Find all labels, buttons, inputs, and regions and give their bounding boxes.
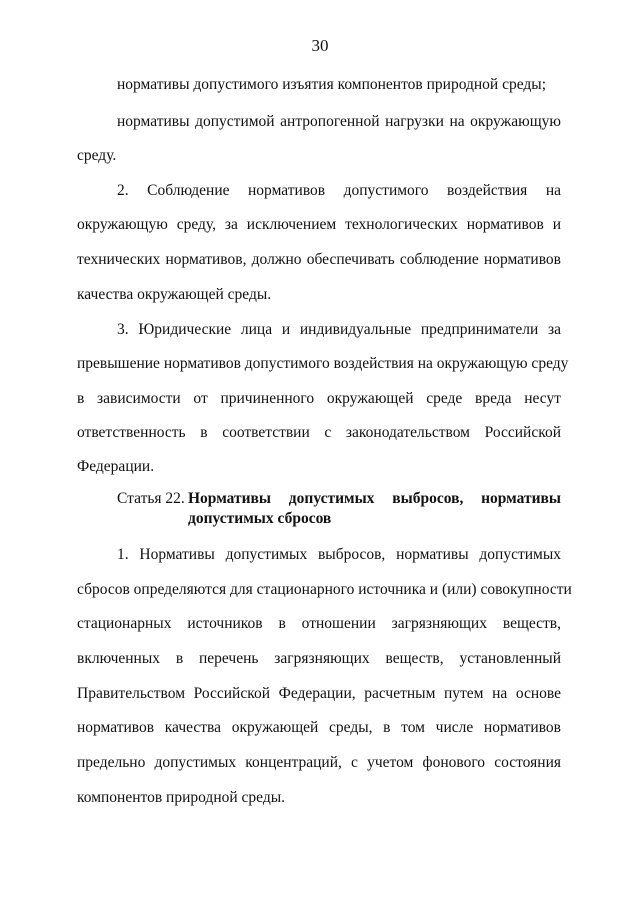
text-line: в зависимости от причиненного окружающей среде вреда несут [77, 390, 561, 407]
text-line: среду. [77, 147, 117, 164]
text-line: 2. Соблюдение нормативов допустимого воздействия на [117, 182, 561, 199]
article-title-line: допустимых сбросов [188, 510, 332, 527]
text-line: включенных в перечень загрязняющих веществ, установленный [77, 650, 561, 667]
text-line: качества окружающей среды. [77, 286, 272, 303]
text-line: нормативов качества окружающей среды, в том числе нормативов [77, 719, 561, 736]
article-title-line: Нормативы допустимых выбросов, нормативы [188, 490, 561, 507]
text-line: ответственность в соответствии с законодательством Российской [77, 424, 561, 441]
text-line: 3. Юридические лица и индивидуальные предприниматели за [117, 321, 561, 338]
text-line: технических нормативов, должно обеспечивать соблюдение нормативов [77, 251, 561, 268]
article-label: Статья 22. [117, 490, 185, 507]
text-line: нормативы допустимого изъятия компонентов природной среды; [117, 76, 547, 93]
text-line: стационарных источников в отношении загрязняющих веществ, [77, 615, 561, 632]
text-line: нормативы допустимой антропогенной нагрузки на окружающую [117, 113, 561, 130]
text-line: окружающую среду, за исключением технологических нормативов и [77, 216, 561, 233]
page-number: 30 [311, 36, 329, 55]
text-line: Правительством Российской Федерации, расчетным путем на основе [77, 685, 561, 702]
text-line: предельно допустимых концентраций, с учетом фонового состояния [77, 754, 561, 771]
text-line: Федерации. [77, 458, 155, 475]
text-line: компонентов природной среды. [77, 789, 286, 806]
text-line: 1. Нормативы допустимых выбросов, нормативы допустимых [117, 546, 561, 563]
text-line: сбросов определяются для стационарного источника и (или) совокупности [77, 581, 572, 598]
text-line: превышение нормативов допустимого воздействия на окружающую среду [77, 355, 569, 372]
